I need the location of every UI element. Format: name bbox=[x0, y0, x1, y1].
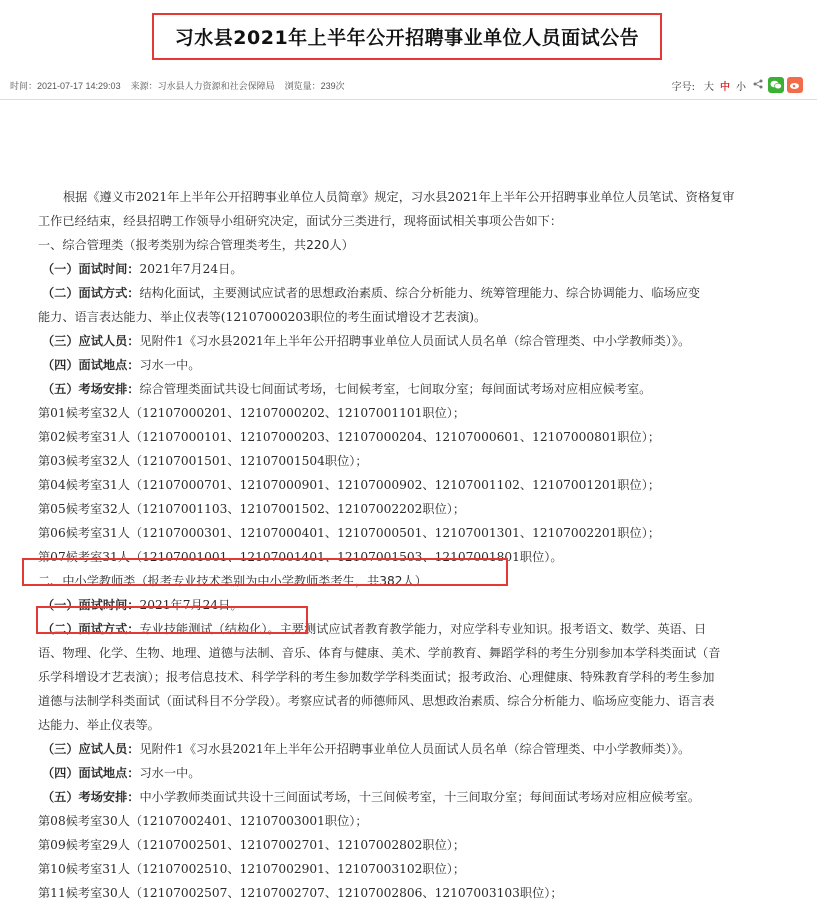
source: 来源：习水县人力资源和社会保障局 bbox=[130, 81, 275, 91]
item-heading: （一）面试时间： bbox=[42, 598, 140, 612]
list-item: 第08候考室30人（12107002401、12107003001职位）； bbox=[38, 814, 368, 828]
paragraph: 根据《遵义市2021年上半年公开招聘事业单位人员简章》规定，习水县2021年上半年公开招聘事业单位人员笔试、资格复审 bbox=[63, 190, 735, 204]
font-large-button[interactable]: 大 bbox=[704, 81, 714, 93]
item-heading: （三）应试人员： bbox=[42, 742, 140, 756]
list-item: 第02候考室31人（12107000101、12107000203、12107000204、12107000601、12107000801职位）； bbox=[38, 430, 661, 444]
item-text: 主要测试应试者教育教学能力，对应学科专业知识。报考语文、数学、英语、日 bbox=[279, 622, 707, 636]
section-heading: 二、中小学教师类（报考专业技术类别为中小学教师类考生，共382人） bbox=[38, 574, 427, 588]
list-item: 第04候考室31人（12107000701、12107000901、12107000902、12107001102、12107001201职位）； bbox=[38, 478, 661, 492]
title-highlight-box bbox=[152, 13, 662, 60]
article-body bbox=[38, 185, 808, 905]
list-item: 第07候考室31人（12107001001、12107001401、12107001503、12107001801职位）。 bbox=[38, 550, 563, 564]
item-text: 能力、语言表达能力、举止仪表等(12107000203职位的考生面试增设才艺表演)。 bbox=[38, 310, 487, 324]
section2-highlight-box bbox=[22, 558, 508, 586]
item-text: 综合管理类面试共设七间面试考场，七间候考室，七间取分室；每间面试考场对应相应候考室。 bbox=[139, 382, 652, 396]
item-text: 道德与法制学科类面试（面试科目不分学段）。考察应试者的师德师风、思想政治素质、综合分析能力、临场应变能力、语言表 bbox=[38, 694, 715, 708]
list-item: 第09候考室29人（12107002501、12107002701、12107002802职位）； bbox=[38, 838, 466, 852]
method-highlight-box bbox=[36, 606, 308, 634]
weibo-icon[interactable] bbox=[787, 77, 803, 93]
list-item: 第03候考室32人（12107001501、12107001504职位）； bbox=[38, 454, 368, 468]
publish-time: 时间：2021-07-17 14:29:03 bbox=[10, 81, 121, 91]
item-heading: （二）面试方式： bbox=[42, 622, 140, 636]
item-text: 语、物理、化学、生物、地理、道德与法制、音乐、体育与健康、美术、学前教育、舞蹈学科的考生分别参加本学科类面试（音 bbox=[38, 646, 721, 660]
section-heading: 一、综合管理类（报考类别为综合管理类考生，共220人） bbox=[38, 238, 354, 252]
font-size-switcher bbox=[672, 74, 803, 96]
item-text: 中小学教师类面试共设十三间面试考场，十三间候考室，十三间取分室；每间面试考场对应相应候考室。 bbox=[139, 790, 701, 804]
item-text: 见附件1《习水县2021年上半年公开招聘事业单位人员面试人员名单（综合管理类、中小学教师类）》。 bbox=[139, 742, 691, 756]
item-text: 乐学科增设才艺表演）；报考信息技术、科学学科的考生参加数学学科类面试；报考政治、心理健康、特殊教育学科的考生参加 bbox=[38, 670, 715, 684]
list-item: 第10候考室31人（12107002510、12107002901、12107003102职位）； bbox=[38, 862, 466, 876]
item-text-highlight: 专业技能测试（结构化）。 bbox=[139, 622, 280, 636]
item-heading: （二）面试方式： bbox=[42, 286, 140, 300]
font-small-button[interactable]: 小 bbox=[736, 81, 746, 93]
font-size-label: 字号: bbox=[671, 81, 695, 93]
item-heading: （五）考场安排： bbox=[42, 382, 140, 396]
header-divider bbox=[0, 99, 817, 100]
item-text: 见附件1《习水县2021年上半年公开招聘事业单位人员面试人员名单（综合管理类、中小学教师类）》。 bbox=[139, 334, 691, 348]
item-heading: （五）考场安排： bbox=[42, 790, 140, 804]
item-text: 2021年7月24日。 bbox=[139, 262, 243, 276]
item-text: 2021年7月24日。 bbox=[139, 598, 243, 612]
list-item: 第11候考室30人（12107002507、12107002707、12107002806、12107003103职位）； bbox=[38, 886, 563, 900]
item-text: 习水一中。 bbox=[139, 358, 201, 372]
item-text: 习水一中。 bbox=[139, 766, 201, 780]
item-heading: （三）应试人员： bbox=[42, 334, 140, 348]
font-medium-button[interactable]: 中 bbox=[720, 81, 730, 93]
article-meta bbox=[10, 79, 345, 92]
item-heading: （四）面试地点： bbox=[42, 358, 140, 372]
page-title: 习水县2021年上半年公开招聘事业单位人员面试公告 bbox=[174, 27, 640, 49]
share-icon[interactable] bbox=[753, 79, 763, 92]
view-count: 浏览量：239次 bbox=[284, 81, 345, 91]
item-text: 达能力、举止仪表等。 bbox=[38, 718, 160, 732]
wechat-icon[interactable] bbox=[768, 77, 784, 93]
list-item: 第01候考室32人（12107000201、12107000202、12107001101职位）； bbox=[38, 406, 466, 420]
list-item: 第05候考室32人（12107001103、12107001502、12107002202职位）； bbox=[38, 502, 466, 516]
item-text: 结构化面试，主要测试应试者的思想政治素质、综合分析能力、统筹管理能力、综合协调能力、临场应变 bbox=[139, 286, 701, 300]
list-item: 第06候考室31人（12107000301、12107000401、12107000501、12107001301、12107002201职位）； bbox=[38, 526, 661, 540]
item-heading: （一）面试时间： bbox=[42, 262, 140, 276]
paragraph: 工作已经结束，经县招聘工作领导小组研究决定，面试分三类进行，现将面试相关事项公告如下： bbox=[38, 214, 563, 228]
item-heading: （四）面试地点： bbox=[42, 766, 140, 780]
